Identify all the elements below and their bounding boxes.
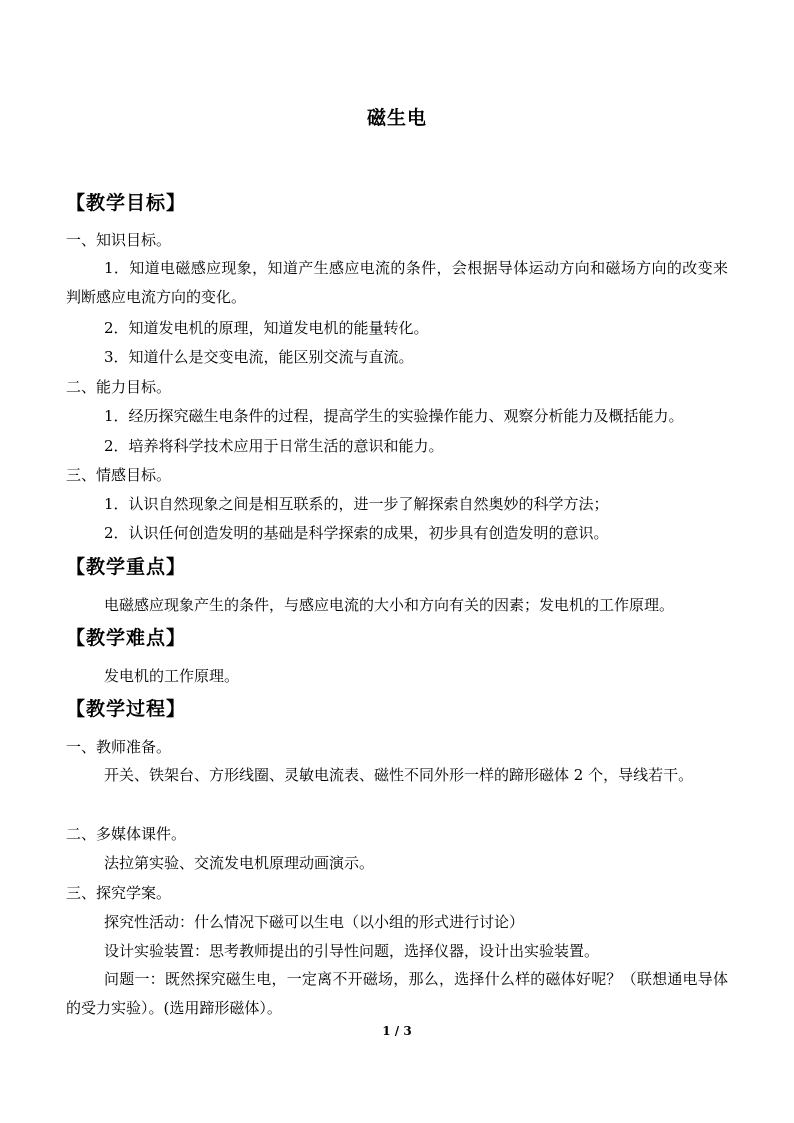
inquiry-question-1: 问题一：既然探究磁生电，一定离不开磁场，那么，选择什么样的磁体好呢？（联想通电导体的受力实验）。(选用蹄形磁体）。 bbox=[66, 970, 728, 1017]
knowledge-objective-1: 1．知道电磁感应现象，知道产生感应电流的条件，会根据导体运动方向和磁场方向的改变来判断感应电流方向的变化。 bbox=[66, 259, 728, 306]
section-heading-objectives: 【教学目标】 bbox=[66, 192, 187, 214]
knowledge-objective-2: 2．知道发电机的原理，知道发电机的能量转化。 bbox=[104, 319, 429, 337]
emotion-objective-2: 2．认识任何创造发明的基础是科学探索的成果，初步具有创造发明的意识。 bbox=[104, 524, 609, 542]
page-number: 1 / 3 bbox=[382, 1024, 412, 1038]
ability-objective-2: 2．培养将科学技术应用于日常生活的意识和能力。 bbox=[104, 437, 444, 455]
emotion-objectives-heading: 三、情感目标。 bbox=[66, 466, 172, 484]
ability-objective-1: 1．经历探究磁生电条件的过程，提高学生的实验操作能力、观察分析能力及概括能力。 bbox=[104, 407, 684, 425]
knowledge-objectives-heading: 一、知识目标。 bbox=[66, 231, 172, 249]
section-heading-process: 【教学过程】 bbox=[66, 698, 187, 720]
section-heading-key-points: 【教学重点】 bbox=[66, 556, 187, 578]
inquiry-design: 设计实验装置：思考教师提出的引导性问题，选择仪器，设计出实验装置。 bbox=[104, 942, 600, 960]
key-points-text: 电磁感应现象产生的条件，与感应电流的大小和方向有关的因素；发电机的工作原理。 bbox=[104, 596, 675, 614]
teacher-prep-heading: 一、教师准备。 bbox=[66, 738, 172, 756]
ability-objectives-heading: 二、能力目标。 bbox=[66, 378, 172, 396]
difficulties-text: 发电机的工作原理。 bbox=[104, 667, 240, 685]
section-heading-difficulties: 【教学难点】 bbox=[66, 627, 187, 649]
emotion-objective-1: 1．认识自然现象之间是相互联系的，进一步了解探索自然奥妙的科学方法； bbox=[104, 495, 609, 513]
teacher-prep-text: 开关、铁架台、方形线圈、灵敏电流表、磁性不同外形一样的蹄形磁体 2 个，导线若干。 bbox=[104, 766, 694, 784]
document-title: 磁生电 bbox=[366, 107, 427, 129]
multimedia-heading: 二、多媒体课件。 bbox=[66, 825, 187, 843]
inquiry-activity: 探究性活动：什么情况下磁可以生电（以小组的形式进行讨论） bbox=[104, 913, 525, 931]
inquiry-heading: 三、探究学案。 bbox=[66, 884, 172, 902]
multimedia-text: 法拉第实验、交流发电机原理动画演示。 bbox=[104, 854, 375, 872]
knowledge-objective-3: 3．知道什么是交变电流，能区别交流与直流。 bbox=[104, 348, 414, 366]
